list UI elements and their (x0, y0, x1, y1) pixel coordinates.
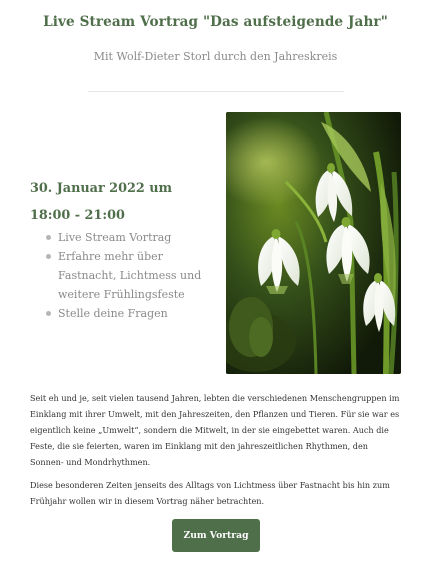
feature-list (44, 228, 214, 323)
list-item-label: Live Stream Vortrag (58, 231, 172, 244)
snowdrop-illustration (226, 112, 401, 374)
page-subtitle: Mit Wolf-Dieter Storl durch den Jahreskreis (93, 50, 338, 63)
list-item-label: Stelle deine Fragen (58, 307, 168, 320)
list-item (44, 304, 214, 323)
page-title: Live Stream Vortrag "Das aufsteigende Jahr" (43, 14, 388, 30)
snowdrop-photo (226, 112, 401, 374)
list-item (44, 228, 214, 247)
divider (88, 91, 344, 92)
list-item-label: Erfahre mehr über Fastnacht, Lichtmess und weitere Frühlingsfeste (58, 250, 202, 301)
detail-paragraph: Diese besonderen Zeiten jenseits des Alltags von Lichtmess über Fastnacht bis hin zum Frühjahr wollen wir in diesem Vortrag näher betrachten. (30, 480, 390, 506)
event-date: 30. Januar 2022 um 18:00 - 21:00 (30, 181, 173, 223)
bullet-icon (46, 254, 51, 259)
zum-vortrag-button[interactable]: Zum Vortrag (172, 519, 260, 552)
bullet-icon (46, 235, 51, 240)
list-item (44, 247, 214, 304)
intro-paragraph: Seit eh und je, seit vielen tausend Jahren, lebten die verschiedenen Menschengruppen im Einklang mit ihrer Umwelt, mit den Jahreszeiten, den Pflanzen und Tieren. Für sie war es eigentlich keine „Umwelt“, sondern die Mitwelt, in der sie eingebettet waren. Auch die Feste, die sie feierten, waren im Einklang mit den jahreszeitlichen Rhythmen, den Sonnen- und Mondrhythmen. (30, 393, 400, 467)
bullet-icon (46, 311, 51, 316)
